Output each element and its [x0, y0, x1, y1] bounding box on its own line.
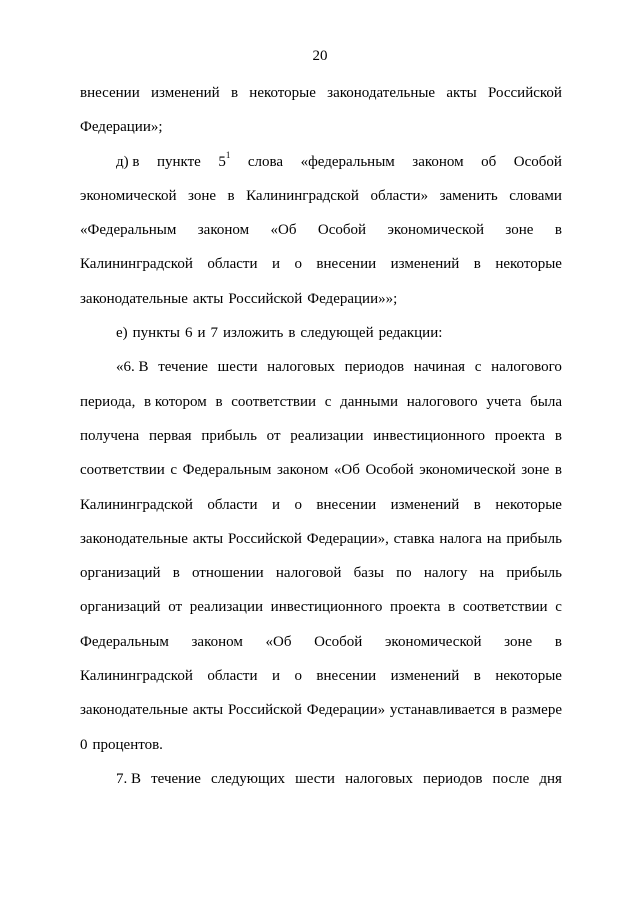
word: в: [499, 702, 507, 719]
word: законом: [197, 222, 250, 239]
word: учета: [486, 393, 522, 410]
word: организаций: [80, 599, 161, 616]
word: была: [530, 393, 562, 410]
word: Российской: [488, 85, 562, 101]
text-line: [80, 213, 562, 247]
word: области: [207, 496, 258, 513]
text-line: [80, 76, 562, 110]
word: Федерации»: [306, 702, 386, 719]
word: в: [554, 222, 562, 239]
word: некоторые: [495, 496, 562, 513]
word: следующей: [300, 325, 374, 342]
word: Федерации»;: [80, 119, 163, 136]
word: области: [207, 256, 258, 273]
text-line: [80, 316, 562, 350]
word: Калининградской: [80, 256, 193, 273]
text-line: [80, 728, 562, 762]
word: Калининградской: [80, 496, 193, 513]
text-line: [80, 419, 562, 453]
word: редакции:: [378, 325, 443, 342]
word: $5^1$: [218, 149, 231, 170]
word: первая: [148, 427, 192, 444]
word: соответствии: [231, 393, 317, 410]
word: в: [215, 393, 223, 410]
word: по: [396, 565, 412, 582]
word: акты: [192, 702, 224, 719]
word: отношении: [192, 565, 264, 582]
text-line: [80, 693, 562, 727]
word: Особой: [314, 633, 363, 650]
word: д) в: [116, 153, 140, 170]
word: шести: [295, 770, 335, 787]
word: процентов.: [92, 736, 163, 753]
word: внесении: [316, 496, 377, 513]
word: словами: [509, 187, 562, 204]
word: законом: [277, 462, 329, 479]
text-line: [80, 282, 562, 316]
word: пункте: [156, 153, 201, 170]
word: о: [294, 496, 302, 513]
text-line: [80, 488, 562, 522]
word: с: [170, 462, 178, 479]
word: инвестиционного: [373, 427, 485, 444]
word: шести: [217, 359, 258, 376]
word: законодательные: [80, 702, 188, 719]
word: изменений: [390, 668, 460, 685]
text-line: [80, 247, 562, 281]
document-body: [80, 76, 562, 796]
word: в: [473, 668, 481, 685]
word: о: [294, 668, 302, 685]
word: внесении: [316, 256, 377, 273]
text-line: [80, 762, 562, 796]
word: акты: [446, 85, 477, 101]
word: Федеральным: [80, 633, 169, 650]
word: в: [448, 599, 456, 616]
word: налога: [439, 530, 482, 547]
text-line: [80, 145, 562, 179]
word: Особой: [513, 153, 562, 170]
word: изменений: [151, 85, 220, 101]
word: некоторые: [249, 85, 316, 101]
word: соответствии: [80, 462, 165, 479]
word: внесении: [316, 668, 377, 685]
word: в: [172, 565, 180, 582]
text-line: [80, 350, 562, 384]
word: с: [324, 393, 332, 410]
word: получена: [80, 427, 140, 444]
word: налогу: [423, 565, 468, 582]
word: данными: [340, 393, 399, 410]
word: изложить: [222, 325, 284, 342]
word: 7: [210, 325, 218, 342]
word: 6: [184, 325, 193, 342]
word: базы: [353, 565, 384, 582]
word: «6. В: [116, 359, 149, 376]
word: Особой: [365, 462, 414, 479]
word: инвестиционного: [270, 599, 383, 616]
word: заменить: [439, 187, 498, 204]
word: пункты: [132, 325, 180, 342]
word: в: [473, 496, 481, 513]
word: на: [486, 530, 502, 547]
word: экономической: [80, 187, 177, 204]
page-number: 20: [312, 48, 328, 64]
word: периодов: [422, 770, 483, 787]
word: е): [116, 325, 128, 342]
word: в: [288, 325, 296, 342]
word: в: [554, 462, 562, 479]
text-line: [80, 385, 562, 419]
word: слова: [247, 153, 284, 170]
word: и: [271, 256, 280, 273]
word: зоне: [188, 187, 217, 204]
word: «Об: [270, 222, 297, 239]
word: Федерации»»;: [307, 290, 398, 307]
word: и: [271, 668, 280, 685]
word: изменений: [390, 496, 460, 513]
word: законодательные: [80, 530, 188, 547]
word: от: [266, 427, 281, 444]
word: начиная: [413, 359, 466, 376]
word: о: [294, 256, 302, 273]
word: зоне: [505, 222, 534, 239]
word: налогового: [491, 359, 562, 376]
text-line: [80, 179, 562, 213]
word: зоне: [504, 633, 533, 650]
word: изменений: [390, 256, 460, 273]
word: зоне: [521, 462, 550, 479]
word: акты: [192, 290, 224, 307]
word: прибыль: [201, 427, 257, 444]
word: и: [271, 496, 280, 513]
word: периодов: [344, 359, 405, 376]
word: прибыль: [506, 565, 562, 582]
word: реализации: [290, 427, 364, 444]
word: на: [479, 565, 495, 582]
word: экономической: [384, 633, 482, 650]
word: внесении: [80, 85, 140, 101]
word: после: [492, 770, 530, 787]
word: реализации: [189, 599, 264, 616]
word: области: [207, 668, 258, 685]
word: следующих: [211, 770, 286, 787]
word: прибыль: [506, 530, 562, 547]
word: в: [227, 187, 235, 204]
word: и: [197, 325, 206, 342]
word: с: [555, 599, 562, 616]
text-line: [80, 625, 562, 659]
word: Калининградской: [246, 187, 359, 204]
word: размере: [511, 702, 562, 719]
word: течение: [158, 359, 208, 376]
word: акты: [192, 530, 224, 547]
text-line: [80, 590, 562, 624]
word: в: [554, 427, 562, 444]
word: Калининградской: [80, 668, 193, 685]
word: 7. В: [116, 770, 142, 787]
word: экономической: [387, 222, 484, 239]
word: течение: [151, 770, 201, 787]
word: соответствии: [462, 599, 548, 616]
word: некоторые: [495, 256, 562, 273]
word: проекта: [494, 427, 546, 444]
word: законодательные: [80, 290, 188, 307]
word: периода,: [80, 393, 136, 410]
text-line: [80, 659, 562, 693]
word: Российской: [228, 290, 303, 307]
word: Федеральным: [182, 462, 272, 479]
text-line: [80, 556, 562, 590]
word: проекта: [390, 599, 441, 616]
word: экономической: [419, 462, 516, 479]
word: законом: [191, 633, 243, 650]
word: Российской: [227, 530, 302, 547]
word: об: [481, 153, 497, 170]
word: Российской: [227, 702, 302, 719]
word: устанавливается: [389, 702, 496, 719]
word: законом: [412, 153, 464, 170]
word: 0: [80, 736, 88, 753]
word: некоторые: [495, 668, 562, 685]
word: налоговой: [275, 565, 342, 582]
word: «Об: [265, 633, 292, 650]
word: в: [473, 256, 481, 273]
word: налоговых: [345, 770, 413, 787]
word: дня: [539, 770, 562, 787]
word: области»: [370, 187, 429, 204]
word: в: [554, 633, 562, 650]
word: в котором: [144, 393, 207, 410]
word: Особой: [317, 222, 367, 239]
word: в: [230, 85, 239, 101]
word: организаций: [80, 565, 161, 582]
word: налогового: [406, 393, 478, 410]
word: «Об: [333, 462, 360, 479]
word: «Федеральным: [80, 222, 177, 239]
text-line: [80, 453, 562, 487]
text-line: [80, 110, 562, 144]
text-line: [80, 522, 562, 556]
word: законодательные: [327, 85, 436, 101]
word: Федерации»,: [306, 530, 389, 547]
word: с: [474, 359, 482, 376]
word: ставка: [393, 530, 435, 547]
word: налоговых: [267, 359, 335, 376]
word: «федеральным: [300, 153, 395, 170]
word: от: [168, 599, 183, 616]
